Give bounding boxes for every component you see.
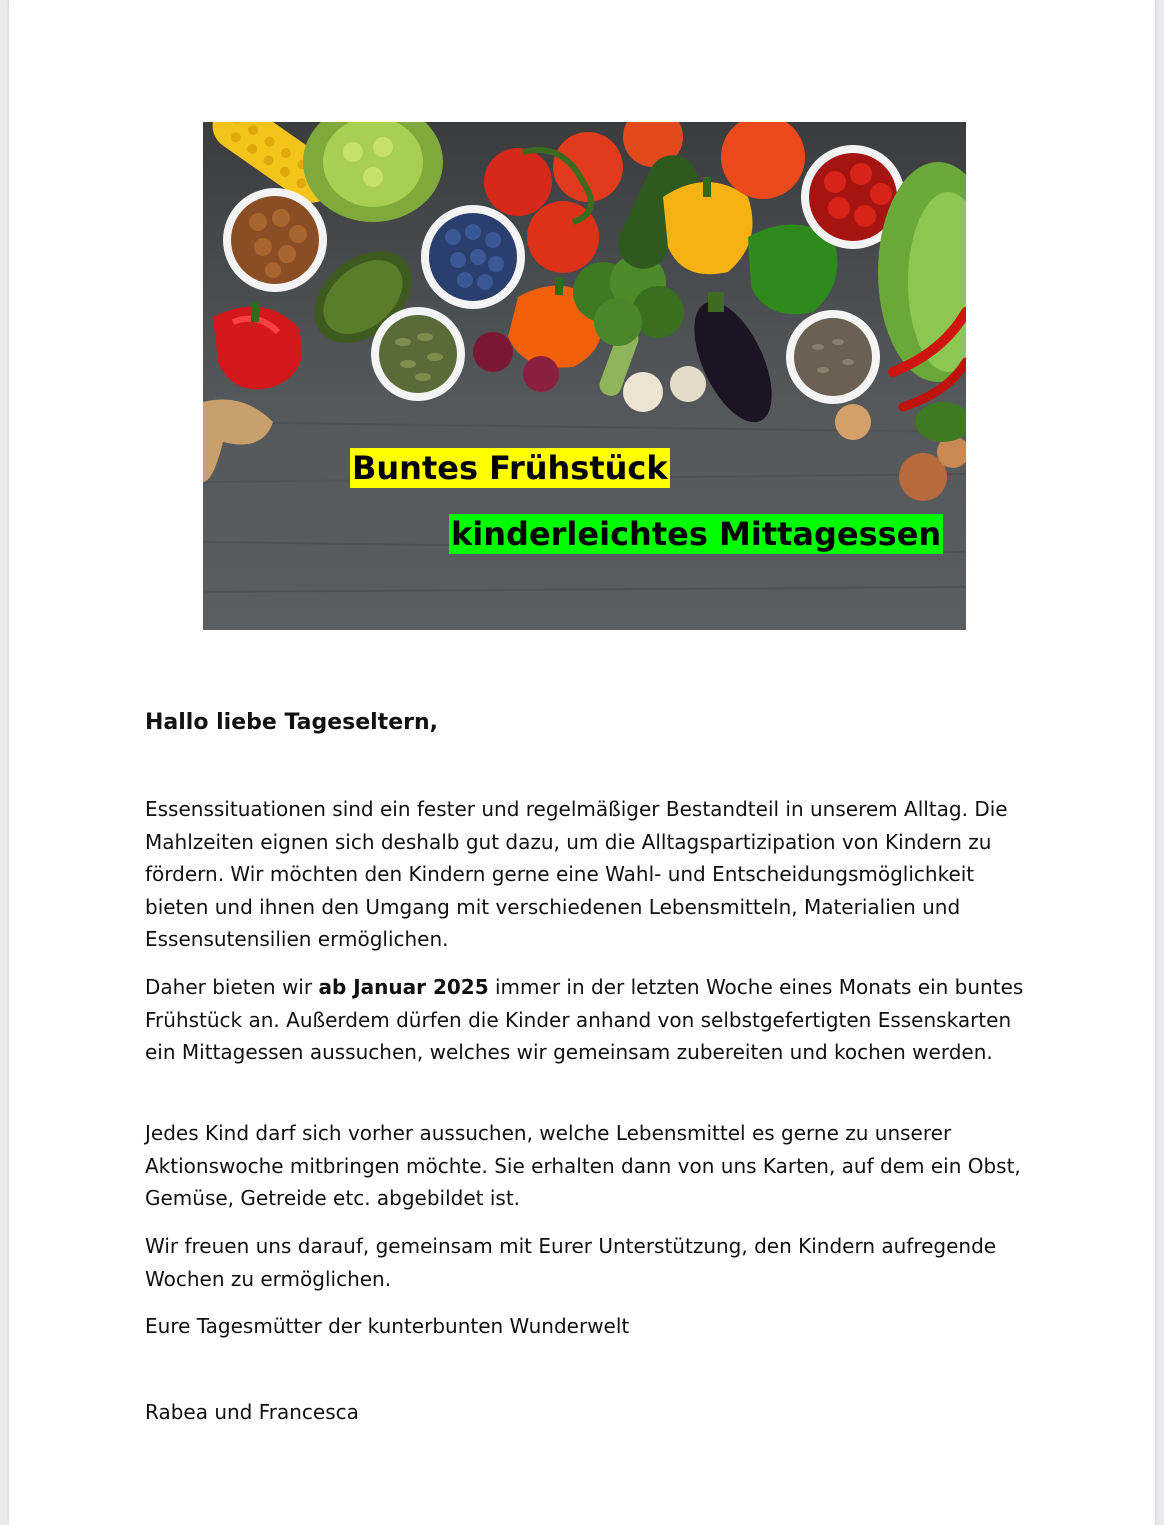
letter-greeting: Hallo liebe Tageseltern, — [145, 710, 438, 735]
banner-buntes-fruehstueck: Buntes Frühstück — [352, 449, 668, 487]
letter-paragraph-1: Essenssituationen sind ein fester und regelmäßiger Bestandteil in unserem Alltag. Die Mahlzeiten eignen sich deshalb gut dazu, um die Alltagspartizipation von Kindern zu fördern. Wir möchten den Kindern gerne eine Wahl- und Entscheidungsmöglichkeit bieten und ihnen den Umgang mit verschiedenen Lebensmitteln, Materialien und Essensutensilien ermöglichen. — [145, 797, 1008, 951]
banner-kinderleichtes-mittagessen: kinderleichtes Mittagessen — [451, 515, 942, 553]
paragraph-2-rest: immer in der letzten Woche eines Monats ein buntes Frühstück an. Außerdem dürfen die Kinder anhand von selbstgefertigten Essenskarten ein Mittagessen aussuchen, welches wir gemeinsam zubereiten und kochen werden. — [145, 975, 1024, 1064]
document-page — [9, 0, 1155, 1525]
letter-paragraph-4: Wir freuen uns darauf, gemeinsam mit Eurer Unterstützung, den Kindern aufregende Wochen zu ermöglichen. — [145, 1234, 997, 1291]
letter-paragraph-2 — [145, 971, 1035, 1069]
letter-signature: Rabea und Francesca — [145, 1400, 359, 1424]
vegetables-photo — [203, 122, 966, 630]
paragraph-2-date: ab Januar 2025 — [318, 975, 489, 999]
letter-closing: Eure Tagesmütter der kunterbunten Wunderwelt — [145, 1314, 630, 1338]
paragraph-2-intro: Daher bieten wir — [145, 975, 319, 999]
letter-paragraph-3: Jedes Kind darf sich vorher aussuchen, welche Lebensmittel es gerne zu unserer Aktionswoche mitbringen möchte. Sie erhalten dann von uns Karten, auf dem ein Obst, Gemüse, Getreide etc. abgebildet ist. — [145, 1121, 1021, 1210]
